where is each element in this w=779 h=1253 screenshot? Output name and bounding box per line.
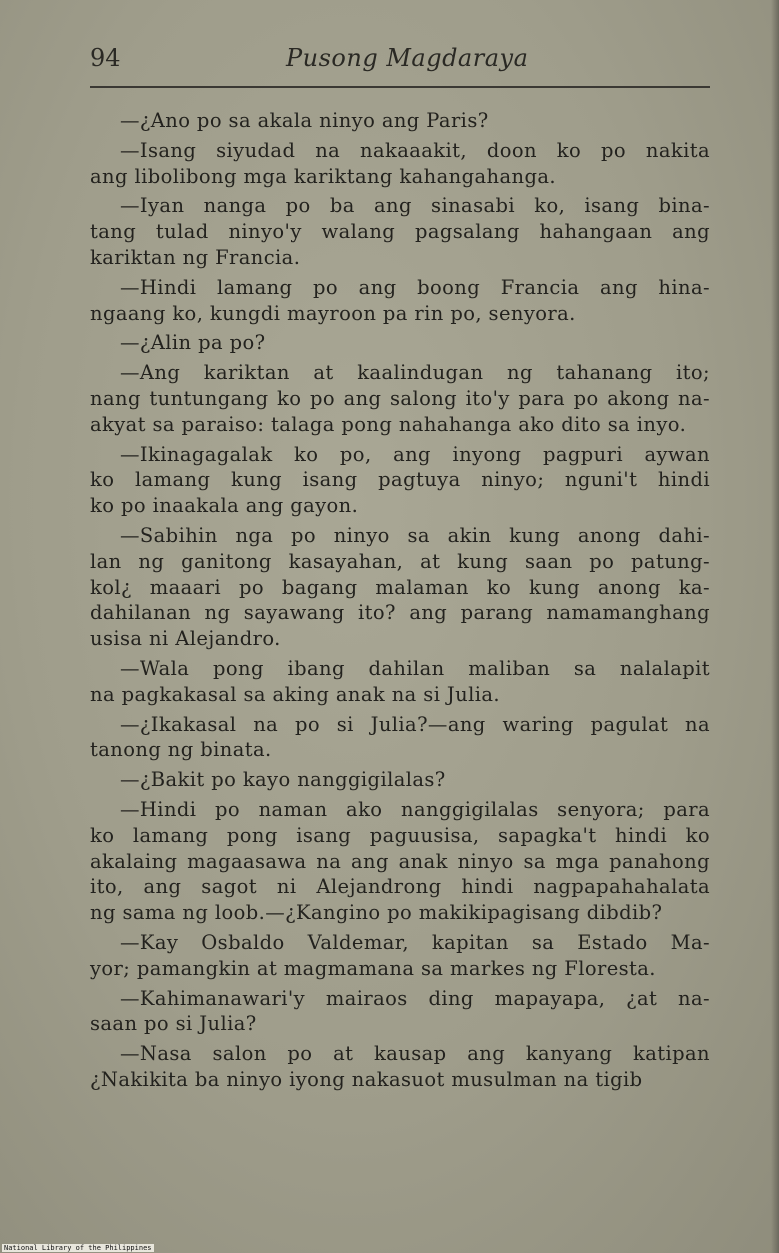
text-line: —Iyan nanga po ba ang sinasabi ko, isang bina- <box>120 194 710 218</box>
text-line: ang libolibong mga kariktang kahangahanga. <box>90 164 556 188</box>
text-line: —Isang siyudad na nakaaakit, doon ko po nakita <box>120 138 710 162</box>
paragraph <box>90 193 710 270</box>
paragraph <box>90 138 710 190</box>
body-text <box>90 108 710 1097</box>
text-line: tanong ng binata. <box>90 738 272 762</box>
paragraph <box>90 275 710 327</box>
text-line: ito, ang sagot ni Alejandrong hindi nagpapahahalata <box>90 875 710 899</box>
page-number: 94 <box>90 44 121 72</box>
text-line: akalaing magaasawa na ang anak ninyo sa mga panahong <box>90 849 710 873</box>
running-title: Pusong Magdaraya <box>286 44 529 72</box>
text-line: —¿Ikakasal na po si Julia?—ang waring pagulat na <box>120 712 710 736</box>
text-line: —Kahimanawari'y mairaos ding mapayapa, ¿at na- <box>120 986 710 1010</box>
paragraph <box>90 986 710 1038</box>
text-line: —Hindi lamang po ang boong Francia ang hina- <box>120 275 710 299</box>
paragraph <box>90 656 710 708</box>
text-line: ko po inaakala ang gayon. <box>90 494 359 518</box>
text-line: kariktan ng Francia. <box>90 245 301 269</box>
paragraph <box>90 523 710 652</box>
text-line: —Ang kariktan at kaalindugan ng tahanang ito; <box>120 361 710 385</box>
text-line: ngaang ko, kungdi mayroon pa rin po, senyora. <box>90 301 576 325</box>
text-line: kol¿ maaari po bagang malaman ko kung anong ka- <box>90 575 710 599</box>
paragraph <box>90 930 710 982</box>
text-line: —¿Alin pa po? <box>120 331 266 355</box>
text-line: dahilanan ng sayawang ito? ang parang namamanghang <box>90 601 710 625</box>
text-line: ko lamang pong isang paguusisa, sapagka't hindi ko <box>90 823 710 847</box>
paragraph <box>90 442 710 519</box>
text-line: nang tuntungang ko po ang salong ito'y para po akong na- <box>90 386 710 410</box>
text-line: saan po si Julia? <box>90 1012 257 1036</box>
paragraph <box>90 330 710 356</box>
text-line: yor; pamangkin at magmamana sa markes ng Floresta. <box>90 956 656 980</box>
paragraph <box>90 108 710 134</box>
text-line: ¿Nakikita ba ninyo iyong nakasuot musulman na tigib <box>90 1067 643 1091</box>
text-line: akyat sa paraiso: talaga pong nahahanga ako dito sa inyo. <box>90 412 687 436</box>
text-line: —Kay Osbaldo Valdemar, kapitan sa Estado Ma- <box>120 930 710 954</box>
text-line: —¿Bakit po kayo nanggigilalas? <box>120 768 446 792</box>
paragraph <box>90 767 710 793</box>
text-line: tang tulad ninyo'y walang pagsalang hahangaan ang <box>90 220 710 244</box>
paragraph <box>90 712 710 764</box>
text-line: —Sabihin nga po ninyo sa akin kung anong dahi- <box>120 523 710 547</box>
text-line: —Hindi po naman ako nanggigilalas senyora; para <box>120 797 710 821</box>
paragraph <box>90 797 710 926</box>
page-header <box>90 42 710 78</box>
text-line: ko lamang kung isang pagtuya ninyo; nguni't hindi <box>90 468 710 492</box>
text-line: —¿Ano po sa akala ninyo ang Paris? <box>120 109 489 132</box>
text-line: lan ng ganitong kasayahan, at kung saan po patung- <box>90 549 710 573</box>
paragraph <box>90 360 710 437</box>
header-rule <box>90 86 710 88</box>
text-line: —Ikinagagalak ko po, ang inyong pagpuri aywan <box>120 442 710 466</box>
page-edge-shadow <box>771 0 779 1253</box>
text-line: —Wala pong ibang dahilan maliban sa nalalapit <box>120 656 710 680</box>
paragraph <box>90 1041 710 1093</box>
text-line: na pagkakasal sa aking anak na si Julia. <box>90 682 500 706</box>
text-line: usisa ni Alejandro. <box>90 627 281 651</box>
text-line: ng sama ng loob.—¿Kangino po makikipagisang dibdib? <box>90 901 663 925</box>
library-credit: National Library of the Philippines <box>4 1244 152 1252</box>
text-line: —Nasa salon po at kausap ang kanyang katipan <box>120 1042 710 1066</box>
